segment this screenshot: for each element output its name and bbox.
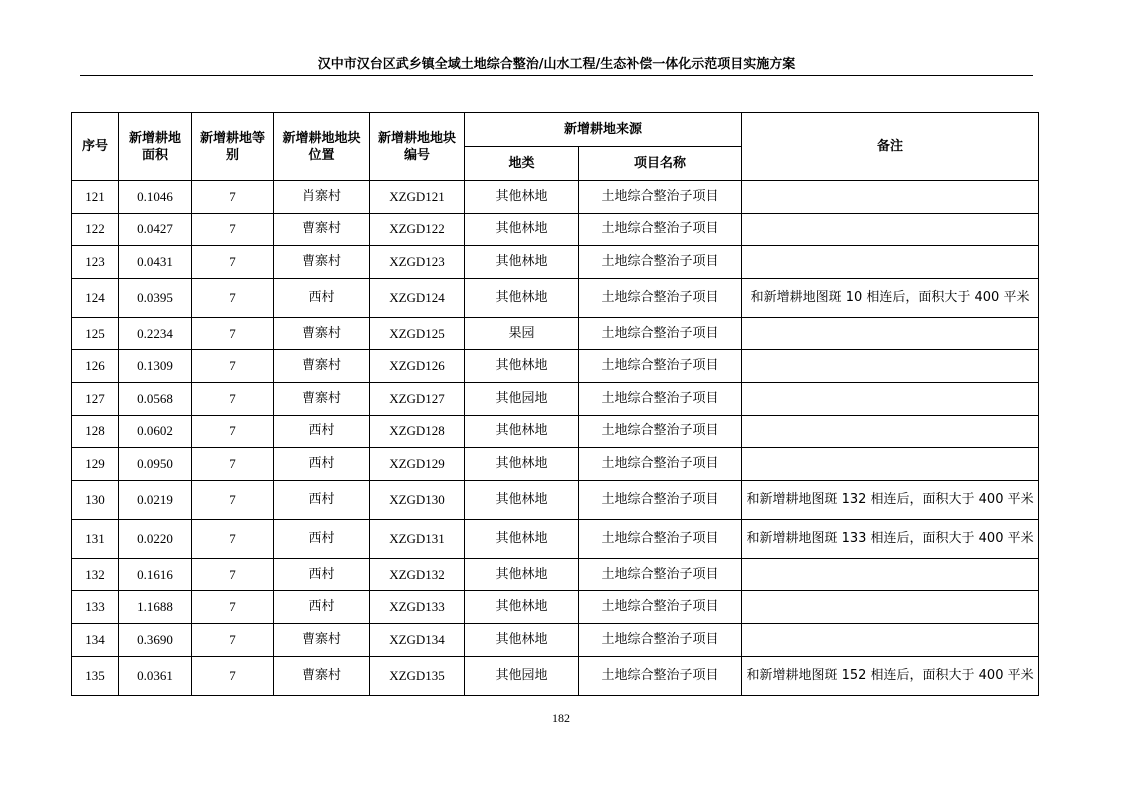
col-header-source-group: 新增耕地来源 — [465, 113, 742, 147]
table-row — [72, 317, 1039, 350]
cell-seq: 129 — [72, 448, 119, 481]
cell-code: XZGD130 — [370, 480, 465, 519]
cell-code: XZGD131 — [370, 519, 465, 558]
cell-location: 西村 — [274, 519, 370, 558]
cell-area: 0.0220 — [119, 519, 192, 558]
cell-seq: 125 — [72, 317, 119, 350]
cell-seq: 122 — [72, 213, 119, 246]
cell-seq: 130 — [72, 480, 119, 519]
table-row — [72, 213, 1039, 246]
cell-land-type: 其他园地 — [465, 382, 579, 415]
cell-location: 曹寨村 — [274, 246, 370, 279]
table-row — [72, 350, 1039, 383]
cell-grade: 7 — [192, 350, 274, 383]
cell-seq: 133 — [72, 591, 119, 624]
cell-grade: 7 — [192, 246, 274, 279]
cell-project-name: 土地综合整治子项目 — [579, 350, 742, 383]
cell-grade: 7 — [192, 480, 274, 519]
table-row — [72, 278, 1039, 317]
cell-remark — [742, 213, 1039, 246]
cell-code: XZGD124 — [370, 278, 465, 317]
cell-location: 曹寨村 — [274, 350, 370, 383]
cell-remark — [742, 591, 1039, 624]
cell-project-name: 土地综合整治子项目 — [579, 181, 742, 214]
cell-grade: 7 — [192, 415, 274, 448]
cell-area: 0.0361 — [119, 656, 192, 695]
table-row — [72, 246, 1039, 279]
table-row — [72, 415, 1039, 448]
cell-land-type: 其他林地 — [465, 278, 579, 317]
cell-land-type: 其他林地 — [465, 623, 579, 656]
table-row — [72, 181, 1039, 214]
table-row — [72, 656, 1039, 695]
cell-seq: 131 — [72, 519, 119, 558]
cell-project-name: 土地综合整治子项目 — [579, 591, 742, 624]
cell-seq: 126 — [72, 350, 119, 383]
table-row — [72, 448, 1039, 481]
table-row — [72, 382, 1039, 415]
cell-remark: 和新增耕地图斑 152 相连后，面积大于 400 平米 — [742, 656, 1039, 695]
table-body — [72, 181, 1039, 696]
cell-seq: 132 — [72, 558, 119, 591]
cell-project-name: 土地综合整治子项目 — [579, 246, 742, 279]
cell-location: 西村 — [274, 448, 370, 481]
cell-land-type: 其他林地 — [465, 415, 579, 448]
cell-code: XZGD126 — [370, 350, 465, 383]
cell-area: 0.0602 — [119, 415, 192, 448]
cell-location: 曹寨村 — [274, 317, 370, 350]
cell-area: 0.0950 — [119, 448, 192, 481]
cell-land-type: 果园 — [465, 317, 579, 350]
cell-grade: 7 — [192, 181, 274, 214]
cell-code: XZGD128 — [370, 415, 465, 448]
cell-grade: 7 — [192, 558, 274, 591]
cell-seq: 128 — [72, 415, 119, 448]
cell-code: XZGD134 — [370, 623, 465, 656]
table-row — [72, 480, 1039, 519]
cell-location: 曹寨村 — [274, 623, 370, 656]
col-header-land-type: 地类 — [465, 147, 579, 181]
cell-area: 0.0395 — [119, 278, 192, 317]
cell-code: XZGD133 — [370, 591, 465, 624]
cell-grade: 7 — [192, 213, 274, 246]
cell-remark: 和新增耕地图斑 10 相连后，面积大于 400 平米 — [742, 278, 1039, 317]
cell-project-name: 土地综合整治子项目 — [579, 656, 742, 695]
cell-area: 0.2234 — [119, 317, 192, 350]
cell-land-type: 其他林地 — [465, 519, 579, 558]
table-row — [72, 519, 1039, 558]
cell-land-type: 其他林地 — [465, 591, 579, 624]
cell-grade: 7 — [192, 278, 274, 317]
cell-area: 0.1616 — [119, 558, 192, 591]
table-row — [72, 623, 1039, 656]
cell-land-type: 其他林地 — [465, 181, 579, 214]
cell-remark — [742, 558, 1039, 591]
cell-location: 曹寨村 — [274, 213, 370, 246]
cell-project-name: 土地综合整治子项目 — [579, 415, 742, 448]
cell-area: 0.0431 — [119, 246, 192, 279]
cell-project-name: 土地综合整治子项目 — [579, 519, 742, 558]
cell-code: XZGD122 — [370, 213, 465, 246]
cell-remark — [742, 415, 1039, 448]
page-number: 182 — [552, 711, 570, 725]
cell-code: XZGD123 — [370, 246, 465, 279]
cell-land-type: 其他林地 — [465, 350, 579, 383]
cell-project-name: 土地综合整治子项目 — [579, 558, 742, 591]
cell-project-name: 土地综合整治子项目 — [579, 623, 742, 656]
cell-project-name: 土地综合整治子项目 — [579, 382, 742, 415]
cell-area: 0.0219 — [119, 480, 192, 519]
cell-project-name: 土地综合整治子项目 — [579, 317, 742, 350]
cell-project-name: 土地综合整治子项目 — [579, 448, 742, 481]
cell-area: 0.1309 — [119, 350, 192, 383]
page-title: 汉中市汉台区武乡镇全域土地综合整治/山水工程/生态补偿一体化示范项目实施方案 — [317, 57, 796, 72]
cell-location: 西村 — [274, 278, 370, 317]
cell-grade: 7 — [192, 448, 274, 481]
cell-grade: 7 — [192, 591, 274, 624]
cell-location: 西村 — [274, 558, 370, 591]
cell-code: XZGD135 — [370, 656, 465, 695]
cell-code: XZGD127 — [370, 382, 465, 415]
table-row — [72, 591, 1039, 624]
cell-location: 肖寨村 — [274, 181, 370, 214]
table-row — [72, 558, 1039, 591]
cell-location: 西村 — [274, 591, 370, 624]
cell-project-name: 土地综合整治子项目 — [579, 213, 742, 246]
cell-seq: 123 — [72, 246, 119, 279]
cell-grade: 7 — [192, 623, 274, 656]
col-header-code: 新增耕地地块编号 — [370, 113, 465, 181]
header-divider — [80, 75, 1033, 76]
cell-location: 曹寨村 — [274, 656, 370, 695]
cell-area: 0.3690 — [119, 623, 192, 656]
cell-grade: 7 — [192, 317, 274, 350]
col-header-area: 新增耕地面积 — [119, 113, 192, 181]
cell-location: 西村 — [274, 480, 370, 519]
cell-location: 西村 — [274, 415, 370, 448]
cell-land-type: 其他园地 — [465, 656, 579, 695]
table-header — [72, 113, 1039, 181]
cell-remark — [742, 181, 1039, 214]
cell-code: XZGD129 — [370, 448, 465, 481]
cell-seq: 127 — [72, 382, 119, 415]
cell-remark: 和新增耕地图斑 133 相连后，面积大于 400 平米 — [742, 519, 1039, 558]
cell-grade: 7 — [192, 382, 274, 415]
col-header-grade: 新增耕地等别 — [192, 113, 274, 181]
cell-land-type: 其他林地 — [465, 213, 579, 246]
cell-area: 0.0427 — [119, 213, 192, 246]
cell-seq: 124 — [72, 278, 119, 317]
cell-area: 0.0568 — [119, 382, 192, 415]
cell-remark — [742, 448, 1039, 481]
cell-remark: 和新增耕地图斑 132 相连后，面积大于 400 平米 — [742, 480, 1039, 519]
cell-remark — [742, 350, 1039, 383]
cell-seq: 134 — [72, 623, 119, 656]
cell-remark — [742, 382, 1039, 415]
col-header-seq: 序号 — [72, 113, 119, 181]
cell-code: XZGD125 — [370, 317, 465, 350]
col-header-remark: 备注 — [742, 113, 1039, 181]
col-header-location: 新增耕地地块位置 — [274, 113, 370, 181]
cell-seq: 135 — [72, 656, 119, 695]
cell-location: 曹寨村 — [274, 382, 370, 415]
cell-project-name: 土地综合整治子项目 — [579, 480, 742, 519]
cell-land-type: 其他林地 — [465, 558, 579, 591]
new-farmland-table — [71, 112, 1039, 696]
cell-area: 0.1046 — [119, 181, 192, 214]
cell-remark — [742, 317, 1039, 350]
cell-area: 1.1688 — [119, 591, 192, 624]
col-header-project-name: 项目名称 — [579, 147, 742, 181]
cell-grade: 7 — [192, 656, 274, 695]
cell-project-name: 土地综合整治子项目 — [579, 278, 742, 317]
cell-land-type: 其他林地 — [465, 246, 579, 279]
cell-land-type: 其他林地 — [465, 480, 579, 519]
cell-land-type: 其他林地 — [465, 448, 579, 481]
cell-seq: 121 — [72, 181, 119, 214]
cell-remark — [742, 623, 1039, 656]
cell-grade: 7 — [192, 519, 274, 558]
cell-code: XZGD121 — [370, 181, 465, 214]
cell-remark — [742, 246, 1039, 279]
cell-code: XZGD132 — [370, 558, 465, 591]
